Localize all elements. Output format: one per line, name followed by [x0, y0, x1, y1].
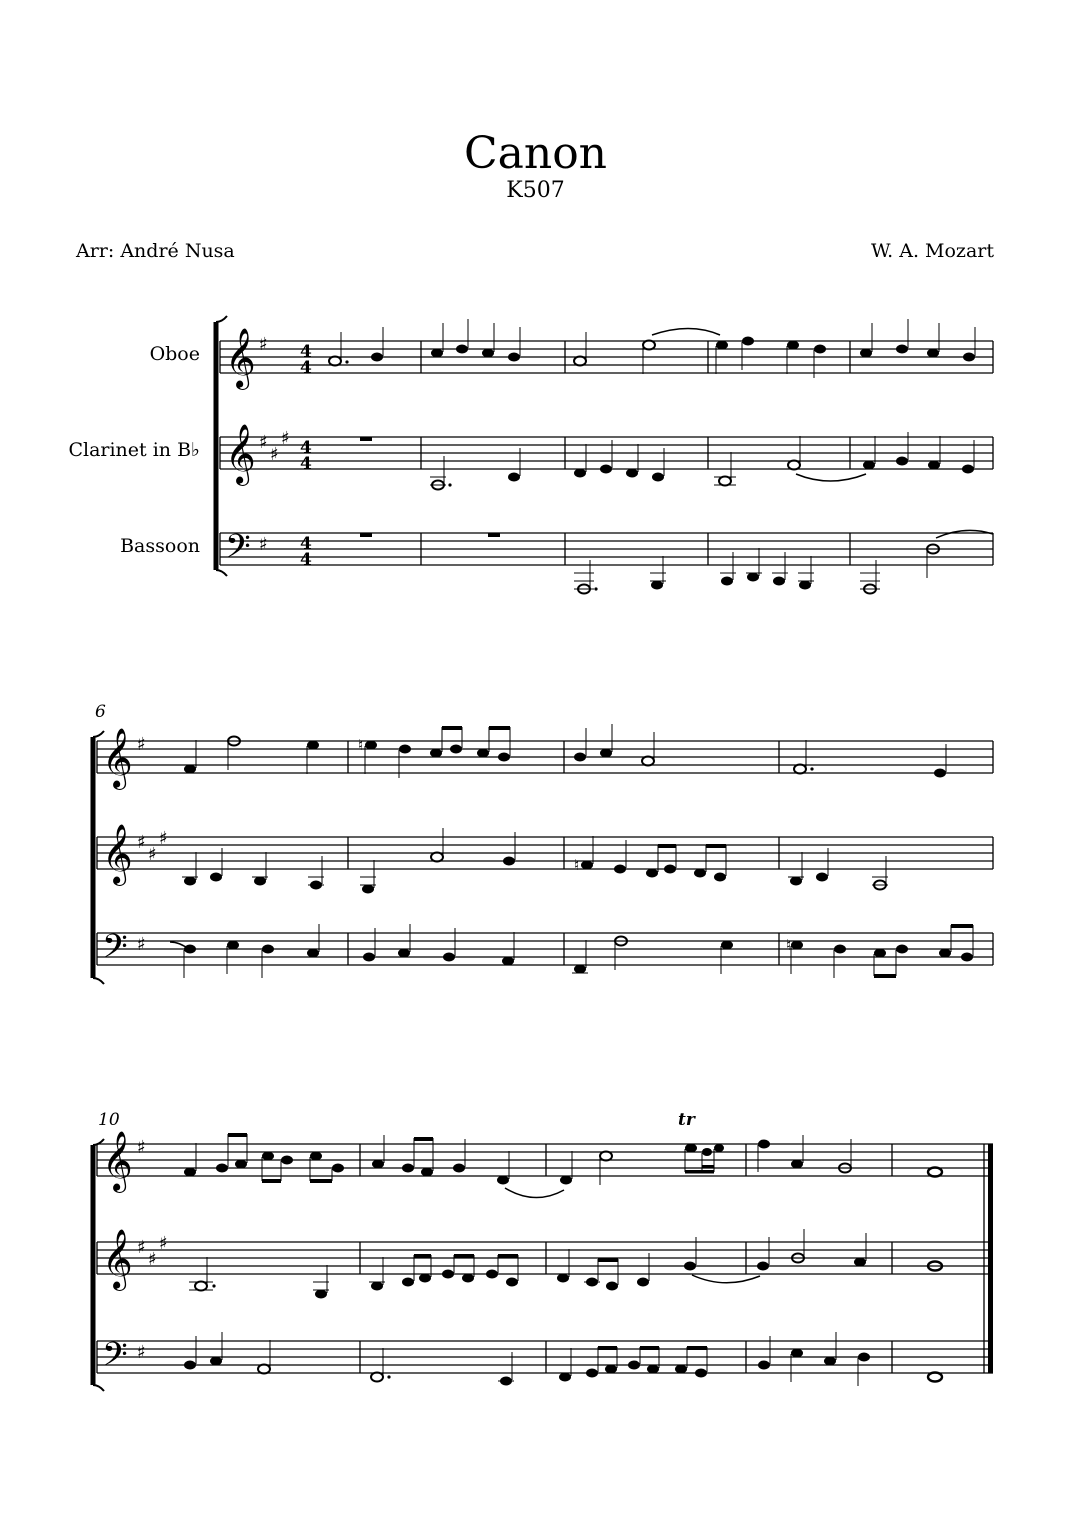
staff-bassoon [220, 533, 993, 565]
treble-clef-icon: 𝄞 [225, 328, 256, 388]
natural-icon: ♮ [358, 736, 364, 754]
sharp-icon: ♯ [159, 1233, 168, 1254]
staff-oboe [97, 1144, 993, 1176]
measure-number: 10 [98, 1110, 120, 1130]
instrument-label-clarinet: Clarinet in B♭ [68, 439, 200, 461]
sharp-icon: ♯ [137, 1237, 146, 1258]
tie [936, 530, 993, 538]
notes-clarinet-3 [189, 1229, 942, 1299]
page-title: Canon [463, 128, 608, 179]
whole-note [928, 1373, 942, 1382]
composer-credit: W. A. Mozart [870, 240, 994, 262]
natural-icon: ♮ [786, 936, 792, 954]
svg-text:4: 4 [300, 342, 312, 362]
sharp-icon: ♯ [137, 832, 146, 853]
system-2 [93, 702, 993, 984]
sharp-icon: ♯ [259, 432, 268, 453]
sharp-icon: ♯ [281, 428, 290, 449]
sharp-icon: ♯ [259, 534, 268, 555]
natural-icon: ♮ [574, 856, 580, 874]
notes-bassoon-1 [574, 530, 993, 593]
measure-number: 6 [95, 702, 106, 722]
svg-text:4: 4 [300, 358, 312, 378]
instrument-label-bassoon: Bassoon [120, 535, 200, 557]
system-3 [93, 1110, 993, 1391]
svg-text:4: 4 [300, 534, 312, 554]
time-signature [300, 342, 312, 570]
treble-clef-icon: 𝄞 [102, 728, 133, 788]
notes-oboe-3 [184, 1133, 942, 1198]
bass-clef-icon: 𝄢 [102, 928, 128, 974]
notes-bassoon-2 [170, 924, 973, 978]
notes-oboe-2 [184, 724, 946, 778]
page-subtitle: K507 [506, 178, 565, 203]
svg-text:4: 4 [300, 550, 312, 570]
sharp-icon: ♯ [137, 734, 146, 755]
treble-clef-icon: 𝄞 [102, 824, 133, 884]
svg-text:4: 4 [300, 438, 312, 458]
whole-rest [360, 533, 372, 537]
tie [505, 1188, 564, 1198]
trill-marking: tr [678, 1110, 695, 1130]
tie [652, 329, 720, 336]
notes-bassoon-3 [184, 1332, 942, 1386]
sharp-icon: ♯ [137, 1137, 146, 1158]
treble-clef-icon: 𝄞 [102, 1229, 133, 1289]
sharp-icon: ♯ [148, 1249, 157, 1270]
tie [796, 474, 866, 481]
staff-clarinet [220, 437, 993, 469]
whole-note [928, 1168, 942, 1177]
instrument-label-oboe: Oboe [149, 343, 200, 365]
sharp-icon: ♯ [270, 444, 279, 465]
sharp-icon: ♯ [137, 934, 146, 955]
staff-clarinet [97, 837, 993, 869]
whole-rest [360, 437, 372, 441]
whole-rest [488, 533, 500, 537]
bass-clef-icon: 𝄢 [102, 1336, 128, 1382]
sharp-icon: ♯ [137, 1342, 146, 1363]
treble-clef-icon: 𝄞 [102, 1131, 133, 1191]
treble-clef-icon: 𝄞 [225, 424, 256, 484]
bass-clef-icon: 𝄢 [225, 528, 251, 574]
tie [692, 1275, 760, 1283]
sharp-icon: ♯ [159, 828, 168, 849]
sharp-icon: ♯ [259, 334, 268, 355]
svg-text:4: 4 [300, 454, 312, 474]
arranger-credit: Arr: André Nusa [76, 240, 235, 262]
system-1 [68, 316, 993, 594]
sharp-icon: ♯ [148, 844, 157, 865]
